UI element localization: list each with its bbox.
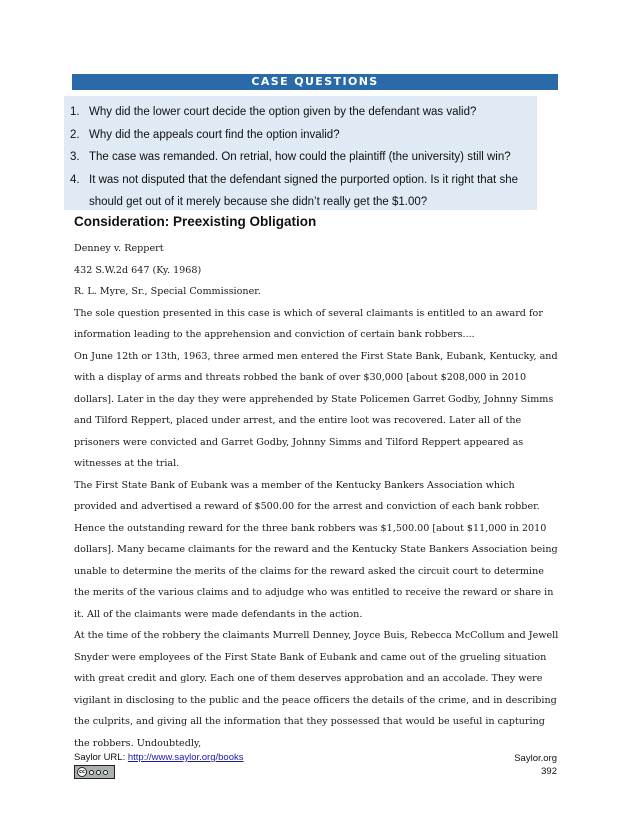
section-title: Consideration: Preexisting Obligation	[74, 214, 317, 229]
question-number: 3.	[70, 151, 80, 163]
saylor-url-label: Saylor URL:	[74, 752, 128, 763]
saylor-url-link[interactable]: http://www.saylor.org/books	[127, 752, 244, 763]
question-text: Why did the lower court decide the option given by the defendant was valid?	[89, 106, 477, 118]
footer-page-info	[514, 752, 557, 778]
question-text: It was not disputed that the defendant signed the purported option. Is it right that she should get out of it merely because she didn’t really get the $1.00?	[89, 173, 518, 208]
body-paragraph: The First State Bank of Eubank was a member of the Kentucky Bankers Association which provided and advertised a reward of $500.00 for the arrest and conviction of each bank robber. Hence the outstanding reward for the three bank robbers was $1,500.00 [about $11,000 in 2010 dollars]. Many became claimants for the reward and the Kentucky State Bankers Association being unable to determine the merits of the claims for the reward asked the circuit court to determine the merits of the various claims and to adjudge who was entitled to receive the reward or share in it. All of the claimants were made defendants in the action.	[74, 479, 558, 620]
question-number: 1.	[70, 106, 80, 118]
cc-circle-icon: cc	[77, 767, 87, 777]
cc-nc-icon	[96, 770, 101, 775]
cc-sa-icon	[103, 770, 108, 775]
case-author: R. L. Myre, Sr., Special Commissioner.	[74, 286, 261, 297]
case-question-item	[70, 169, 540, 214]
cc-by-icon	[89, 770, 94, 775]
case-question-item	[70, 146, 540, 169]
body-paragraph: On June 12th or 13th, 1963, three armed men entered the First State Bank, Eubank, Kentucky, and with a display of arms and threats robbed the bank of over $30,000 [about $208,000 in 2010 dollars]. Later in the day they were apprehended by State Policemen Garret Godby, Johnny Simms and Tilford Reppert, placed under arrest, and the entire loot was recovered. Later all of the prisoners were convicted and Garret Godby, Johnny Simms and Tilford Reppert appeared as witnesses at the trial.	[74, 350, 558, 469]
footer-source	[74, 752, 244, 763]
question-number: 4.	[70, 173, 80, 186]
question-text: Why did the appeals court find the option invalid?	[89, 128, 340, 141]
case-questions-list	[70, 101, 540, 214]
page-number: 392	[541, 766, 557, 777]
creative-commons-icon	[74, 765, 115, 779]
body-paragraph: The sole question presented in this case is which of several claimants is entitled to an award for information leading to the apprehension and conviction of certain bank robbers....	[74, 307, 543, 340]
case-name: Denney v. Reppert	[74, 243, 164, 254]
question-text: The case was remanded. On retrial, how could the plaintiff (the university) still win?	[89, 151, 511, 163]
case-citation: 432 S.W.2d 647 (Ky. 1968)	[74, 264, 202, 276]
case-question-item	[70, 124, 540, 147]
body-paragraph: At the time of the robbery the claimants Murrell Denney, Joyce Buis, Rebecca McCollum and Jewell Snyder were employees of the First State Bank of Eubank and came out of the grueling situation with great credit and glory. Each one of them deserves approbation and an accolade. They were vigilant in disclosing to the public and the peace officers the details of the crime, and in describing the culprits, and giving all the information that they possessed that would be useful in capturing the robbers. Undoubtedly,	[74, 630, 559, 749]
case-body-text	[74, 238, 560, 754]
question-number: 2.	[70, 128, 80, 141]
case-question-item	[70, 101, 540, 124]
case-questions-header: CASE QUESTIONS	[72, 74, 558, 90]
site-name: Saylor.org	[514, 753, 557, 764]
